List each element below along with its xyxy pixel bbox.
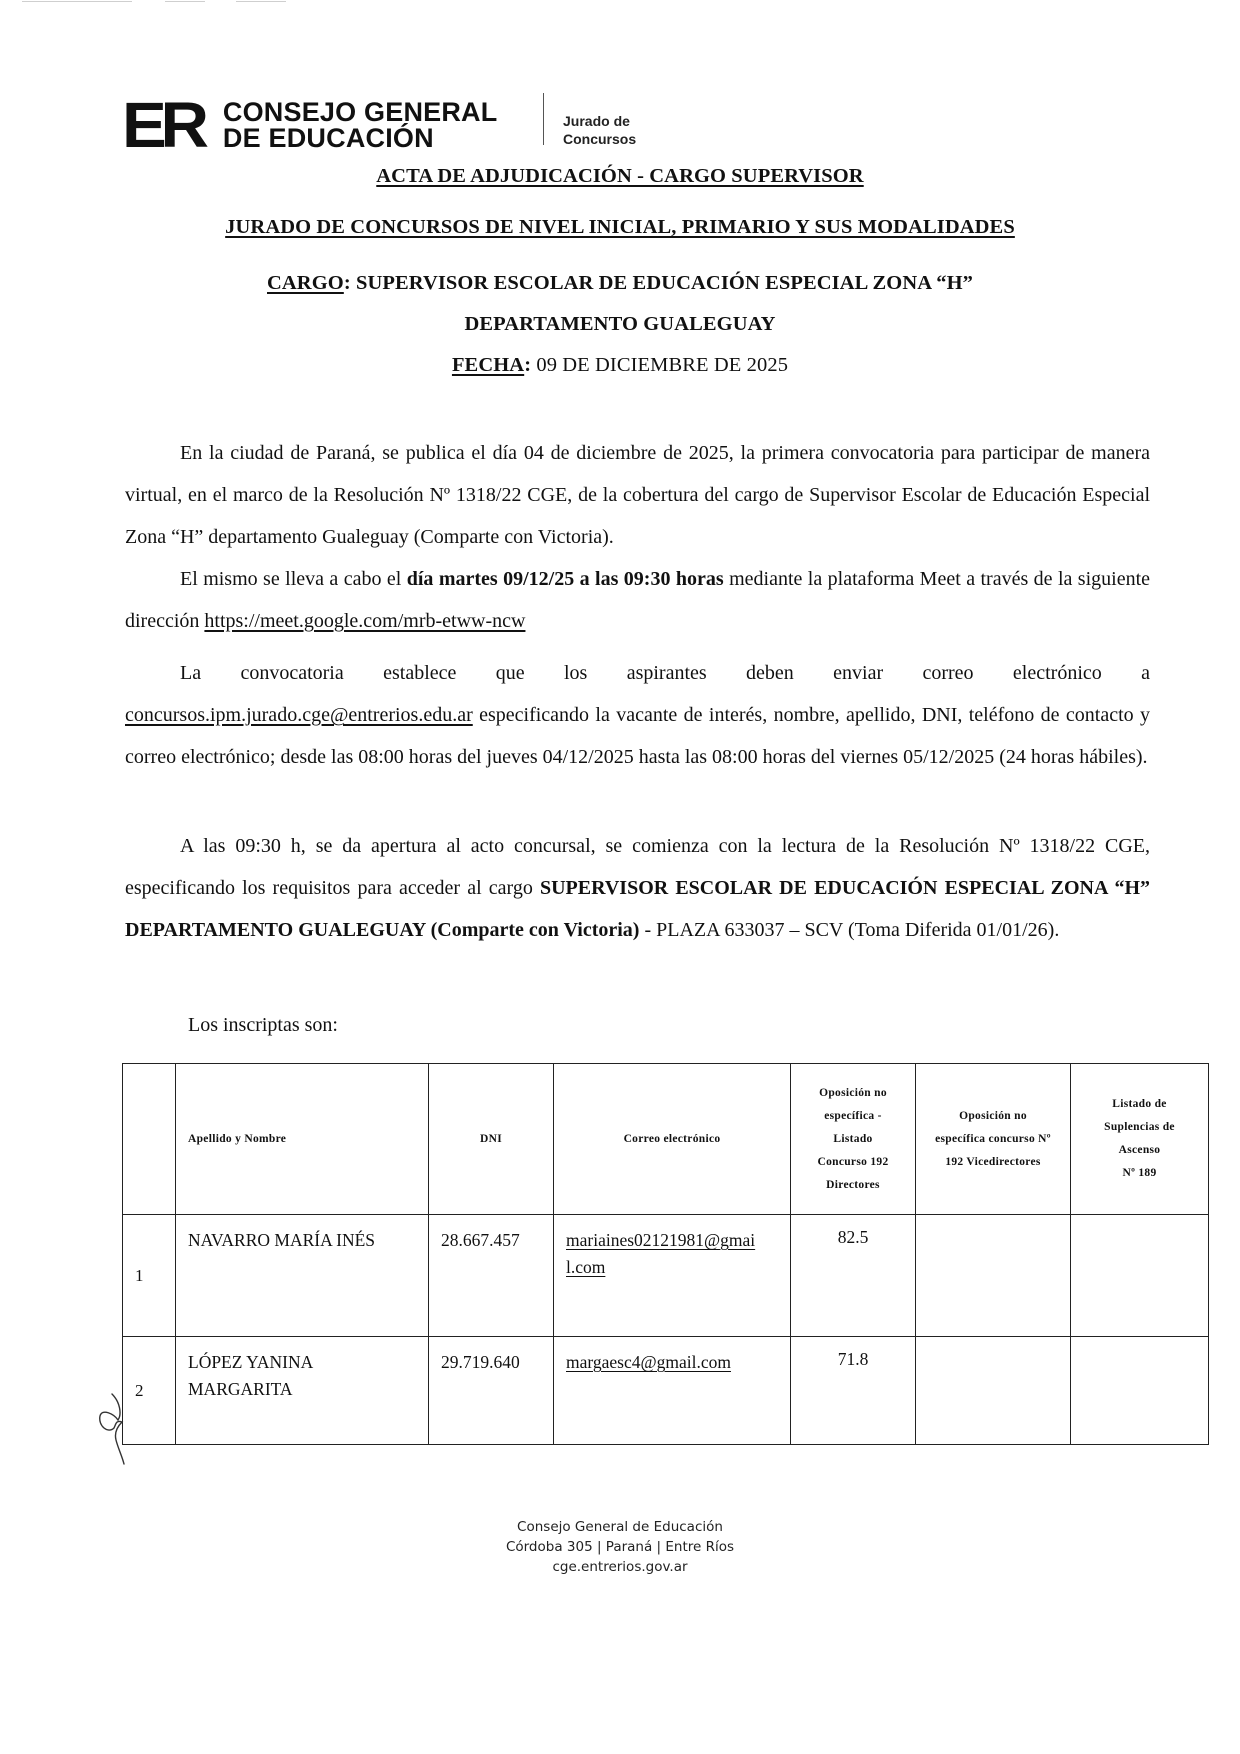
header-text: Listado de — [1112, 1098, 1167, 1110]
er-logo-mark: ER — [122, 89, 203, 161]
row-score-vicedirectores — [916, 1215, 1071, 1337]
row-email — [554, 1215, 791, 1337]
score-text: 71.8 — [837, 1349, 869, 1369]
header-text: Oposición no — [819, 1086, 887, 1099]
name-text — [176, 1337, 428, 1403]
row-suplencias — [1071, 1215, 1209, 1337]
paragraph-4-text-c: - PLAZA 633037 – SCV (Toma Diferida 01/01/26). — [639, 919, 1060, 941]
row-score-directores — [791, 1215, 916, 1337]
dni-text: 28.667.457 — [441, 1230, 520, 1250]
footer-address: Córdoba 305 | Paraná | Entre Ríos — [505, 1539, 735, 1555]
fecha-line — [0, 354, 1240, 377]
header-opos-vicedirectores — [916, 1064, 1071, 1215]
paragraph-2-text-c: mediante la plataforma Meet a través de la siguiente dirección — [125, 568, 1151, 632]
fecha-value: 09 DE DICIEMBRE DE 2025 — [531, 354, 789, 376]
row-name — [176, 1337, 429, 1445]
footer — [0, 1517, 1240, 1577]
header-text: Directores — [826, 1178, 880, 1191]
fecha-label: FECHA — [451, 354, 525, 376]
header-text: Oposición no — [959, 1109, 1027, 1122]
header-suplencias — [1071, 1064, 1209, 1215]
header-email: Correo electrónico — [554, 1064, 791, 1215]
score-text: 82.5 — [837, 1227, 869, 1247]
header-opos-directores — [791, 1064, 916, 1215]
header-name: Apellido y Nombre — [176, 1064, 429, 1215]
table-row — [123, 1215, 1209, 1337]
acta-title — [0, 165, 1240, 188]
header-text: 192 Vicedirectores — [945, 1155, 1041, 1168]
subtitle-line1: Jurado de — [563, 113, 630, 129]
table-header-row — [123, 1064, 1209, 1215]
row-dni — [429, 1337, 554, 1445]
name-line: LÓPEZ YANINA — [188, 1352, 314, 1372]
header-dni: DNI — [429, 1064, 554, 1215]
paragraph-3-text-b: especificando la vacante de interés, nombre, apellido, DNI, teléfono de contacto y correo electrónico; desde las 08:00 horas del jueves 04/12/2025 hasta las 08:00 horas del viernes 05/12/2025 (24 horas hábiles). — [125, 704, 1150, 768]
acta-title-text: ACTA DE ADJUDICACIÓN - CARGO SUPERVISOR — [376, 165, 864, 187]
jurado-title-text: JURADO DE CONCURSOS DE NIVEL INICIAL, PRIMARIO Y SUS MODALIDADES — [225, 216, 1015, 238]
scan-artifact — [22, 1, 132, 2]
row-number: 2 — [123, 1337, 176, 1445]
paragraph-4-text-a: A las 09:30 h, se da apertura al acto concursal, se comienza con la lectura de la Resolución Nº 1318/22 CGE, especificando los requisitos para acceder al cargo — [125, 835, 1150, 899]
email-link[interactable] — [554, 1337, 790, 1376]
row-number: 1 — [123, 1215, 176, 1337]
name-text: NAVARRO MARÍA INÉS — [188, 1230, 376, 1250]
paragraph-3-text-a: La convocatoria establece que los aspirantes deben enviar correo electrónico a — [180, 662, 1150, 684]
inscriptas-intro: Los inscriptas son: — [188, 1014, 338, 1036]
footer-org: Consejo General de Educación — [517, 1519, 723, 1535]
jurado-title — [0, 216, 1240, 239]
email-text[interactable]: margaesc4@gmail.com — [566, 1352, 731, 1372]
meeting-datetime: día martes 09/12/25 a las 09:30 horas — [406, 568, 724, 590]
row-name — [176, 1215, 429, 1337]
dni-text: 29.719.640 — [441, 1352, 520, 1372]
handwritten-signature — [92, 1392, 142, 1472]
departamento-text: DEPARTAMENTO GUALEGUAY — [464, 313, 776, 335]
header-text: Concurso 192 — [817, 1155, 889, 1168]
table-row — [123, 1337, 1209, 1445]
paragraph-4 — [125, 825, 1150, 951]
inscriptas-table — [122, 1063, 1209, 1445]
paragraph-3 — [125, 652, 1150, 778]
header-num — [123, 1064, 176, 1215]
paragraph-5 — [125, 1004, 1150, 1046]
row-dni — [429, 1215, 554, 1337]
paragraph-1 — [125, 432, 1150, 558]
paragraph-2 — [125, 558, 1150, 642]
header-text: Listado — [833, 1132, 873, 1145]
header-text: Suplencias de — [1104, 1121, 1175, 1133]
org-name-line2: DE EDUCACIÓN — [222, 123, 434, 153]
letterhead-subtitle — [563, 112, 636, 148]
subtitle-line2: Concursos — [563, 131, 637, 147]
departamento-line — [0, 313, 1240, 336]
letterhead-divider — [543, 93, 544, 145]
cargo-line — [0, 272, 1240, 295]
meet-link[interactable]: https://meet.google.com/mrb-etww-ncw — [204, 610, 526, 632]
paragraph-2-text-a: El mismo se lleva a cabo el — [180, 568, 407, 590]
email-link[interactable] — [554, 1215, 790, 1281]
scan-artifact — [165, 1, 205, 2]
cargo-value: : SUPERVISOR ESCOLAR DE EDUCACIÓN ESPECIAL ZONA “H” — [343, 272, 973, 294]
header-text: específica - — [824, 1109, 882, 1122]
header-text: Ascenso — [1118, 1144, 1161, 1156]
scan-artifact — [236, 1, 286, 2]
row-score-directores — [791, 1337, 916, 1445]
row-email — [554, 1337, 791, 1445]
footer-website[interactable]: cge.entrerios.gov.ar — [552, 1559, 688, 1575]
name-line: MARGARITA — [188, 1379, 293, 1399]
header-text: Nº 189 — [1122, 1167, 1157, 1179]
email-text[interactable]: mariaines02121981@gmai — [566, 1230, 756, 1250]
row-suplencias — [1071, 1337, 1209, 1445]
row-score-vicedirectores — [916, 1337, 1071, 1445]
cargo-label: CARGO — [267, 272, 344, 294]
cargo-bold: SUPERVISOR ESCOLAR DE EDUCACIÓN ESPECIAL ZONA “H” DEPARTAMENTO GUALEGUAY (Comparte con Victoria) — [125, 877, 1151, 941]
contact-email-link[interactable]: concursos.ipm.jurado.cge@entrerios.edu.ar — [125, 704, 473, 726]
email-text[interactable]: l.com — [566, 1257, 606, 1277]
fecha-sep: : — [524, 354, 532, 376]
header-text: específica concurso Nº — [935, 1132, 1051, 1145]
paragraph-1-text: En la ciudad de Paraná, se publica el día 04 de diciembre de 2025, la primera convocatoria para participar de manera virtual, en el marco de la Resolución Nº 1318/22 CGE, de la cobertura del cargo de Supervisor Escolar de Educación Especial Zona “H” departamento Gualeguay (Comparte con Victoria). — [125, 442, 1150, 548]
org-name — [223, 99, 498, 151]
letterhead-logo — [122, 89, 498, 161]
org-name-line1: CONSEJO GENERAL — [222, 97, 498, 127]
